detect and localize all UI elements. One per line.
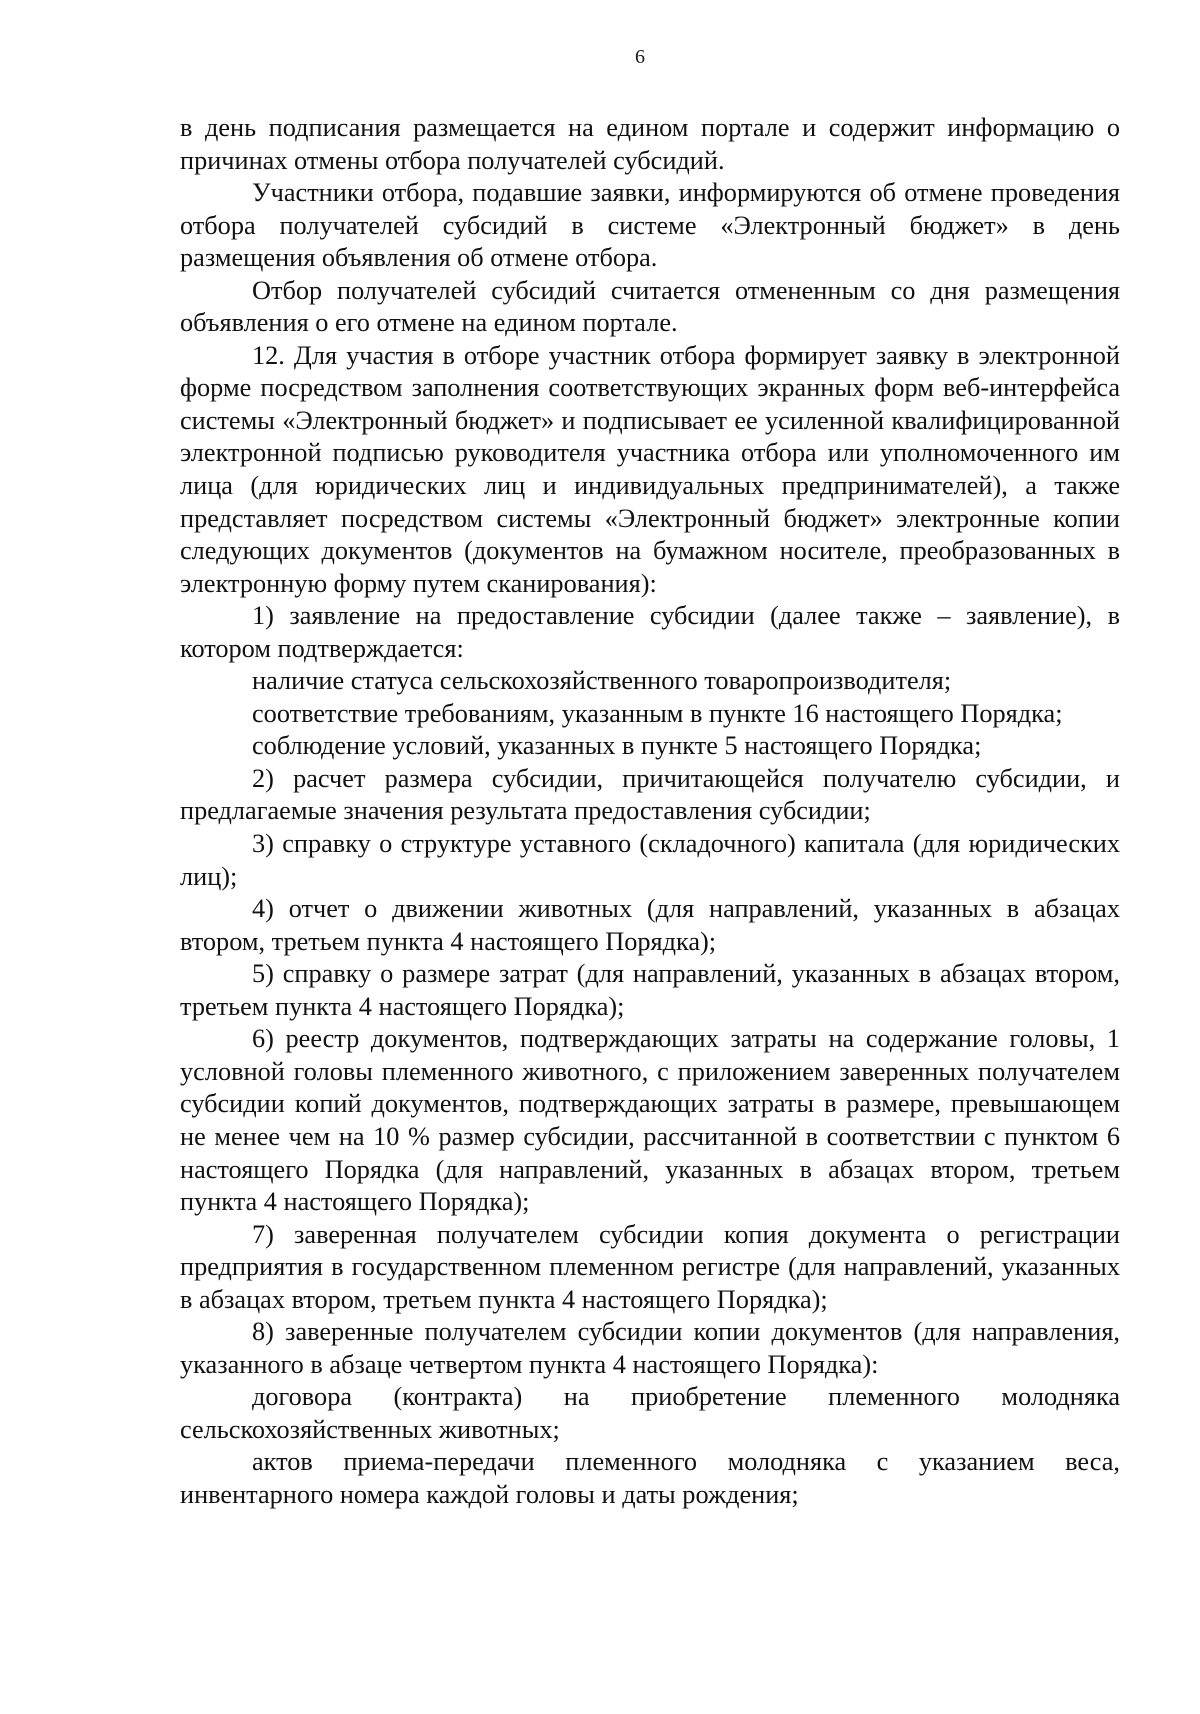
- list-item-4: 4) отчет о движении животных (для направлений, указанных в абзацах втором, третьем пункта 4 настоящего Порядка);: [180, 894, 1120, 956]
- list-item-5: 5) справку о размере затрат (для направлений, указанных в абзацах втором, третьем пункта 4 настоящего Порядка);: [180, 959, 1120, 1021]
- paragraph-selection-cancelled: Отбор получателей субсидий считается отмененным со дня размещения объявления о его отмене на едином портале.: [180, 275, 1120, 338]
- sub-item-conditions: соблюдение условий, указанных в пункте 5 настоящего Порядка;: [252, 731, 982, 761]
- paragraph-item-12: 12. Для участия в отборе участник отбора формирует заявку в электронной форме посредством заполнения соответствующих экранных форм веб-интерфейса системы «Электронный бюджет» и подписывает ее усиленной квалифицированной электронной подписью руководителя участника отбора или уполномоченного им лица (для юридических лиц и индивидуальных предпринимателей), а также представляет посредством системы «Электронный бюджет» электронные копии следующих документов (документов на бумажном носителе, преобразованных в электронную форму путем сканирования):: [180, 340, 1120, 598]
- list-item-6: 6) реестр документов, подтверждающих затраты на содержание головы, 1 условной головы племенного животного, с приложением заверенных получателем субсидии копий документов, подтверждающих затраты в размере, превышающем не менее чем на 10 % размер субсидии, рассчитанной в соответствии с пунктом 6 настоящего Порядка (для направлений, указанных в абзацах втором, третьем пункта 4 настоящего Порядка);: [180, 1024, 1120, 1217]
- paragraph-cancellation-notice: в день подписания размещается на едином портале и содержит информацию о причинах отмены отбора получателей субсидий.: [180, 113, 1120, 175]
- list-item-2: 2) расчет размера субсидии, причитающейся получателю субсидии, и предлагаемые значения результата предоставления субсидии;: [180, 763, 1120, 826]
- sub-item-requirements: соответствие требованиям, указанным в пункте 16 настоящего Порядка;: [252, 698, 1063, 728]
- list-item-7: 7) заверенная получателем субсидии копия документа о регистрации предприятия в государственном племенном регистре (для направлений, указанных в абзацах втором, третьем пункта 4 настоящего Порядка);: [180, 1219, 1120, 1314]
- document-body: [180, 112, 1120, 1512]
- list-item-8: 8) заверенные получателем субсидии копии документов (для направления, указанного в абзаце четвертом пункта 4 настоящего Порядка):: [180, 1317, 1120, 1379]
- sub-item-transfer-acts: актов приема-передачи племенного молодняка с указанием веса, инвентарного номера каждой головы и даты рождения;: [180, 1447, 1120, 1509]
- sub-item-producer-status: наличие статуса сельскохозяйственного товаропроизводителя;: [252, 666, 952, 696]
- page-number: 6: [635, 46, 645, 68]
- list-item-3: 3) справку о структуре уставного (складочного) капитала (для юридических лиц);: [180, 829, 1120, 891]
- paragraph-participants-informed: Участники отбора, подавшие заявки, информируются об отмене проведения отбора получателей субсидий в системе «Электронный бюджет» в день размещения объявления об отмене отбора.: [180, 178, 1120, 273]
- list-item-1: 1) заявление на предоставление субсидии (далее также – заявление), в котором подтверждается:: [180, 601, 1120, 663]
- sub-item-contract: договора (контракта) на приобретение племенного молодняка сельскохозяйственных животных;: [180, 1382, 1120, 1444]
